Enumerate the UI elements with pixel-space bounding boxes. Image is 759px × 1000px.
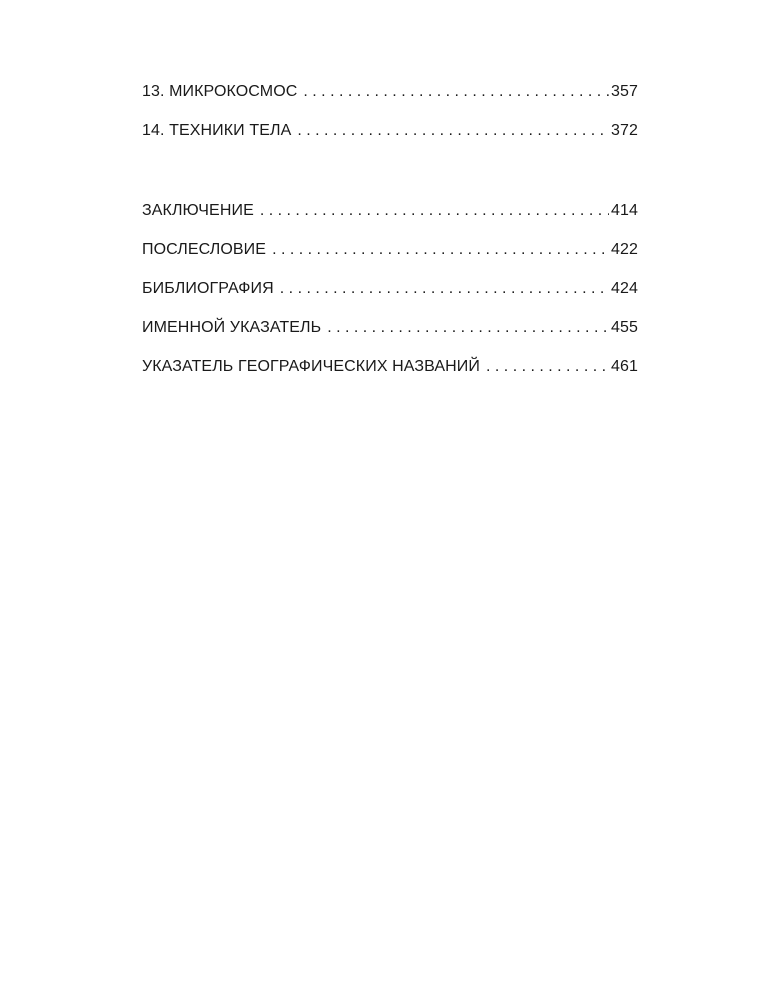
toc-entry-chapter-14 — [142, 122, 638, 161]
toc-dot-leader — [297, 122, 609, 140]
toc-entry-geographic-index — [142, 358, 638, 397]
toc-entry-title: ЗАКЛЮЧЕНИЕ — [142, 202, 254, 219]
toc-dot-leader — [272, 241, 609, 259]
toc-entry-title: 13. МИКРОКОСМОС — [142, 83, 298, 100]
toc-section-gap — [142, 161, 638, 202]
toc-entry-page: 372 — [611, 122, 638, 139]
toc-dot-leader — [486, 358, 609, 376]
toc-entry-title: БИБЛИОГРАФИЯ — [142, 280, 274, 297]
toc-entry-page: 422 — [611, 241, 638, 258]
toc-entry-title: ИМЕННОЙ УКАЗАТЕЛЬ — [142, 319, 322, 336]
toc-entry-page: 414 — [611, 202, 638, 219]
toc-entry-page: 357 — [611, 83, 638, 100]
table-of-contents — [142, 83, 638, 397]
toc-dot-leader — [303, 83, 609, 101]
toc-entry-title: ПОСЛЕСЛОВИЕ — [142, 241, 267, 258]
toc-entry-page: 461 — [611, 358, 638, 375]
toc-dot-leader — [327, 319, 609, 337]
toc-entry-chapter-13 — [142, 83, 638, 122]
toc-entry-name-index — [142, 319, 638, 358]
toc-entry-conclusion — [142, 202, 638, 241]
toc-entry-title: УКАЗАТЕЛЬ ГЕОГРАФИЧЕСКИХ НАЗВАНИЙ — [142, 358, 481, 375]
toc-entry-page: 455 — [611, 319, 638, 336]
toc-dot-leader — [260, 202, 609, 220]
toc-entry-title: 14. ТЕХНИКИ ТЕЛА — [142, 122, 292, 139]
toc-dot-leader — [280, 280, 609, 298]
toc-entry-bibliography — [142, 280, 638, 319]
toc-entry-page: 424 — [611, 280, 638, 297]
toc-entry-afterword — [142, 241, 638, 280]
